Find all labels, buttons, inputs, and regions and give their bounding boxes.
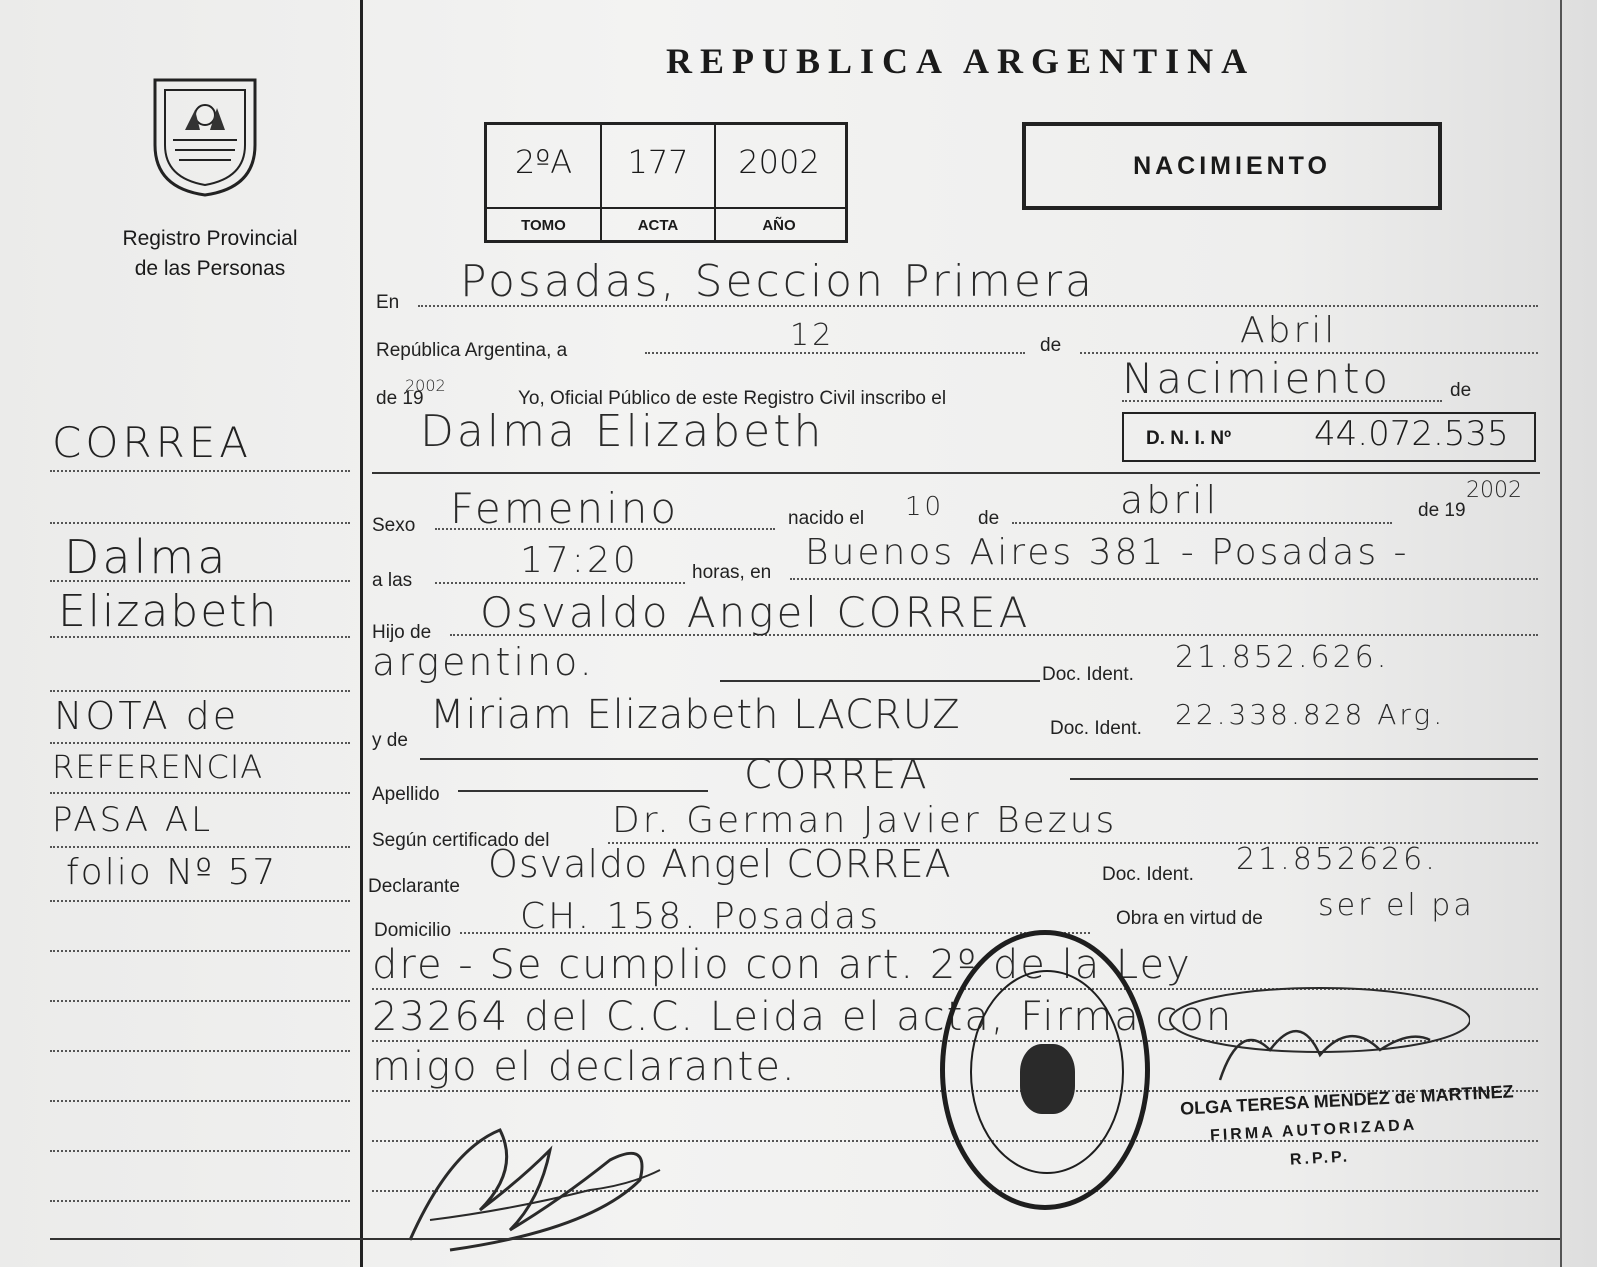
margin-note-4: folio Nº 57	[66, 852, 278, 893]
dots-birth-month	[1012, 522, 1392, 524]
label-de: de	[1040, 335, 1062, 356]
place-value: Posadas, Seccion Primera	[460, 256, 1096, 307]
label-de2: de	[1450, 380, 1472, 401]
note-line-1: dre - Se cumplio con art. 2º de la Ley	[372, 942, 1192, 988]
margin-divider	[360, 0, 363, 1267]
registry-line-1: Registro Provincial	[122, 227, 298, 250]
year-value: 2002	[405, 376, 446, 395]
label-doc-ident3: Doc. Ident.	[1102, 864, 1194, 885]
label-sexo: Sexo	[372, 515, 416, 536]
label-de19b: de 19	[1418, 500, 1466, 521]
margin-line-14	[50, 1150, 350, 1152]
tomo-value: 2ºA	[514, 143, 573, 181]
margin-first-name-2: Elizabeth	[58, 586, 279, 637]
birth-time-value: 17:20	[520, 540, 639, 581]
stamp-emblem-icon	[1020, 1044, 1075, 1114]
register-number-box	[484, 122, 848, 243]
margin-line-10	[50, 950, 350, 952]
rule-name	[372, 472, 1540, 474]
registry-name	[60, 224, 360, 284]
margin-note-2: REFERENCIA	[52, 748, 264, 786]
birth-month-value: abril	[1120, 478, 1220, 522]
father-nationality-value: argentino.	[372, 640, 595, 684]
label-domicilio: Domicilio	[374, 920, 452, 941]
margin-first-name-1: Dalma	[64, 530, 229, 584]
record-type-box: NACIMIENTO	[1022, 122, 1442, 210]
dni-box	[1122, 412, 1536, 462]
birth-place-value: Buenos Aires 381 - Posadas -	[805, 532, 1410, 573]
mother-value: Miriam Elizabeth LACRUZ	[430, 692, 961, 738]
margin-note-1: NOTA de	[54, 694, 240, 738]
stamp-inner-ring	[970, 970, 1124, 1174]
label-en: En	[376, 292, 400, 313]
tomo-label: TOMO	[521, 217, 566, 234]
margin-line-13	[50, 1100, 350, 1102]
declarant-value: Osvaldo Angel CORREA	[488, 842, 952, 886]
mother-doc-value: 22.338.828 Arg.	[1175, 698, 1446, 731]
official-signature	[1150, 980, 1470, 1100]
father-doc-value: 21.852.626.	[1175, 640, 1390, 675]
address-value: CH. 158. Posadas	[520, 896, 881, 937]
day-value: 12	[790, 318, 835, 353]
label-y-de: y de	[372, 730, 408, 751]
dots-day	[645, 352, 1025, 354]
note-line-2: 23264 del C.C. Leida el acta, Firma con	[372, 994, 1234, 1040]
margin-line-11	[50, 1000, 350, 1002]
declarant-signature	[390, 1090, 690, 1260]
margin-line-5	[50, 690, 350, 692]
rule-nat	[720, 680, 1040, 682]
margin-line-15	[50, 1200, 350, 1202]
act-value: Nacimiento	[1122, 354, 1392, 403]
note-line-3: migo el declarante.	[372, 1044, 797, 1090]
sex-value: Femenino	[450, 484, 680, 533]
bottom-rule	[50, 1238, 1560, 1240]
label-obra-virtud: Obra en virtud de	[1116, 908, 1263, 929]
child-name-value: Dalma Elizabeth	[420, 406, 825, 457]
acta-value: 177	[627, 143, 689, 181]
dots-time	[435, 582, 685, 584]
dni-label: D. N. I. Nº	[1146, 428, 1232, 449]
margin-line-2	[50, 522, 350, 524]
page-right-edge	[1560, 0, 1562, 1267]
registry-line-2: de las Personas	[134, 257, 286, 280]
birth-day-value: 10	[905, 492, 945, 522]
margin-note-3: PASA AL	[52, 800, 214, 840]
margin-line-4	[50, 636, 350, 638]
father-value: Osvaldo Angel CORREA	[480, 588, 1031, 637]
firma-autorizada: FIRMA AUTORIZADA	[1209, 1116, 1418, 1145]
rule-apellido-left	[458, 790, 708, 792]
label-republica: República Argentina, a	[376, 340, 568, 361]
margin-line-1	[50, 470, 350, 472]
label-horas-en: horas, en	[692, 562, 772, 583]
birth-year-value: 2002	[1466, 478, 1522, 503]
label-apellido: Apellido	[372, 784, 440, 805]
acta-label: ACTA	[637, 217, 679, 234]
month-value: Abril	[1240, 310, 1338, 351]
label-segun: Según certificado del	[372, 830, 550, 851]
doctor-value: Dr. German Javier Bezus	[612, 800, 1118, 841]
label-yo-oficial: Yo, Oficial Público de este Registro Civil inscribo el	[518, 388, 947, 409]
margin-line-7	[50, 792, 350, 794]
declarant-doc-value: 21.852626.	[1236, 842, 1438, 877]
margin-line-12	[50, 1050, 350, 1052]
official-name: OLGA TERESA MENDEZ de MARTINEZ	[1179, 1081, 1514, 1119]
label-doc-ident2: Doc. Ident.	[1050, 718, 1142, 739]
rpp-label: R.P.P.	[1289, 1148, 1351, 1169]
margin-line-8	[50, 846, 350, 848]
virtue-value: ser el pa	[1318, 888, 1475, 923]
margin-line-9	[50, 900, 350, 902]
margin-surname: CORREA	[52, 418, 253, 467]
surname-value: CORREA	[744, 752, 930, 798]
label-nacido: nacido el	[788, 508, 865, 529]
dni-value: 44.072.535	[1314, 414, 1509, 454]
dots-place	[790, 578, 1538, 580]
label-de3: de	[978, 508, 1000, 529]
rule-mother	[420, 758, 1538, 760]
rule-apellido-right	[1070, 778, 1538, 780]
country-title: REPUBLICA ARGENTINA	[666, 41, 1256, 81]
ano-label: AÑO	[762, 217, 796, 234]
margin-line-3	[50, 580, 350, 582]
province-seal-icon	[145, 70, 265, 200]
margin-line-6	[50, 742, 350, 744]
official-stamp	[940, 930, 1150, 1210]
label-hijo-de: Hijo de	[372, 622, 432, 643]
ano-value: 2002	[738, 143, 820, 181]
label-doc-ident: Doc. Ident.	[1042, 664, 1134, 685]
label-a-las: a las	[372, 570, 413, 591]
label-de19: de 19	[376, 388, 424, 409]
label-declarante: Declarante	[368, 876, 460, 897]
box-label-divider	[487, 207, 845, 209]
